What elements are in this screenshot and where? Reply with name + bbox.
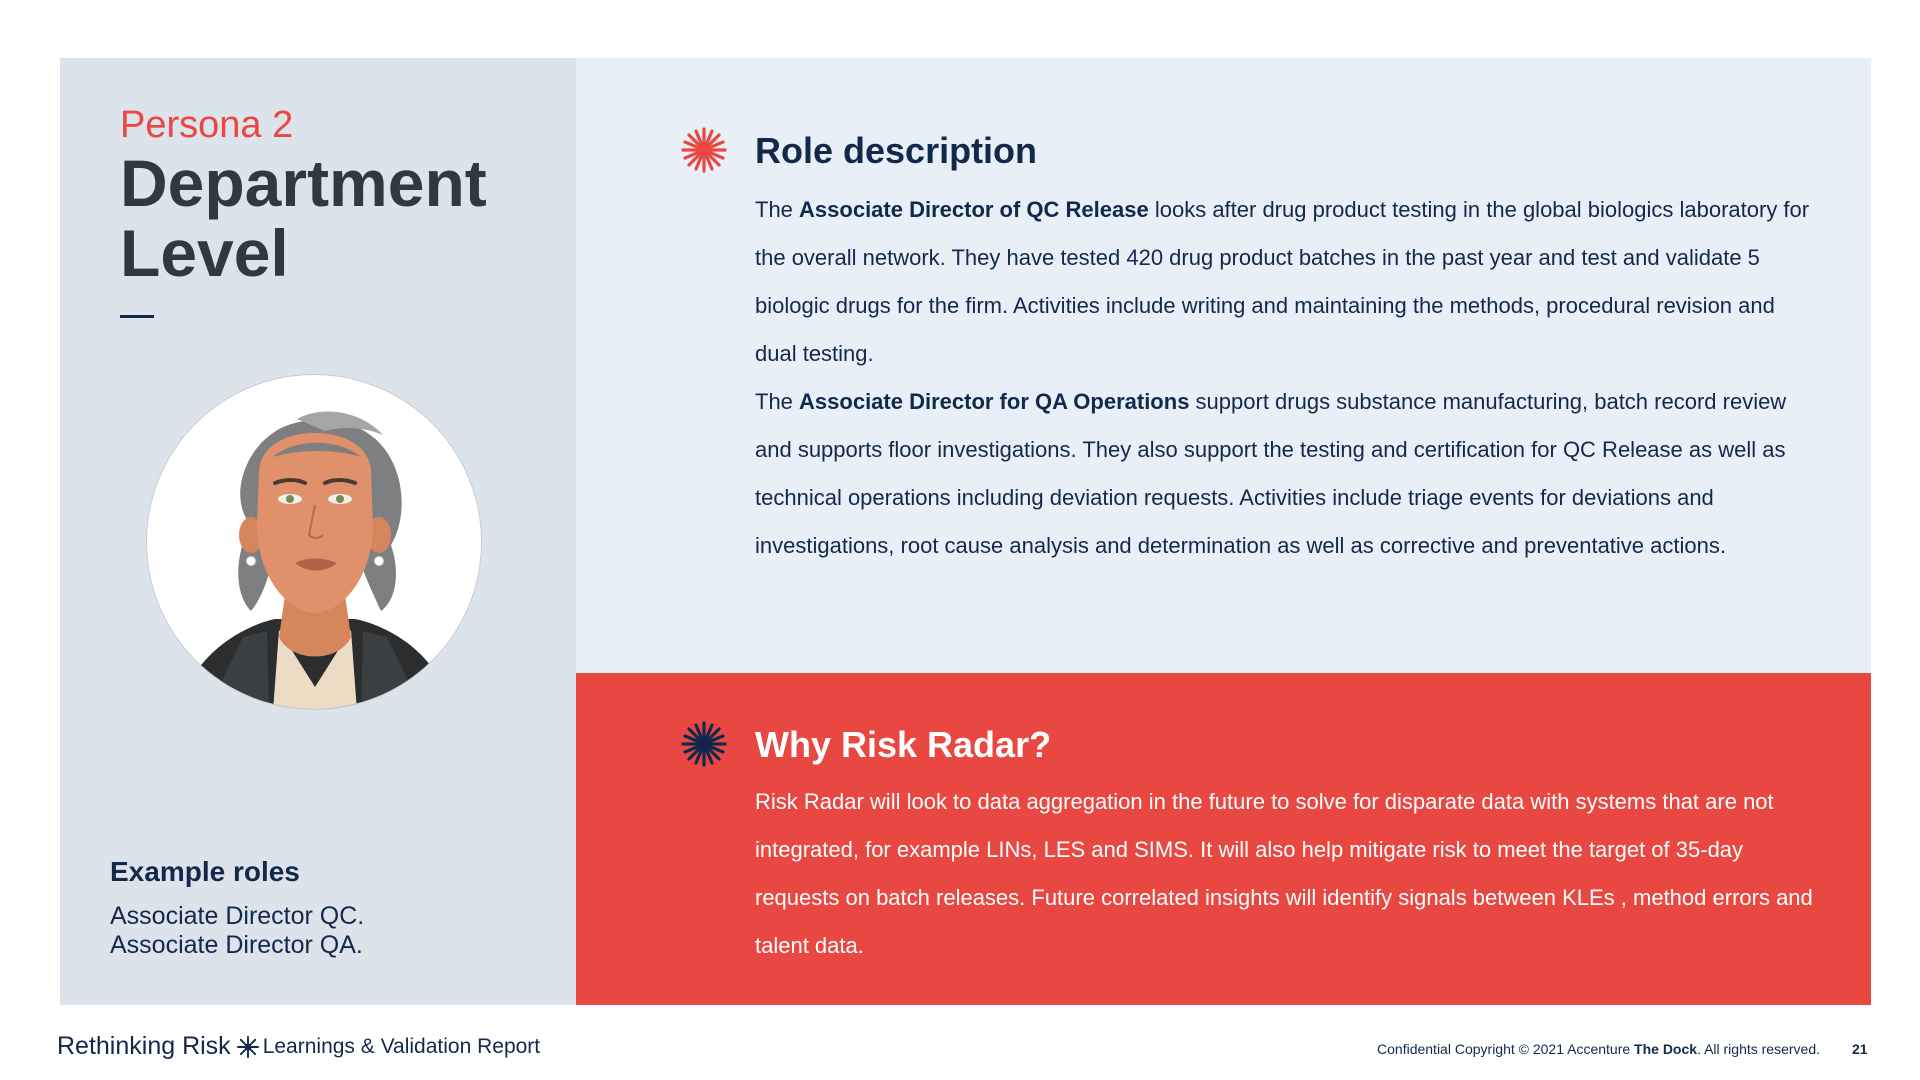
persona-label: Persona 2 xyxy=(120,104,294,146)
copyright-notice: Confidential Copyright © 2021 Accenture The Dock. All rights reserved. xyxy=(1377,1041,1820,1057)
woman-portrait-icon xyxy=(147,375,482,710)
page-title: Department Level xyxy=(120,146,487,290)
page-number: 21 xyxy=(1852,1041,1868,1057)
starburst-icon xyxy=(681,721,727,767)
role-description-text: The Associate Director of QC Release looks after drug product testing in the global biologics laboratory for the overall network. They have tested 420 drug product batches in the past year and test and validate 5 biologic drugs for the firm. Activities include writing and maintaining the methods, procedural revision and dual testing. The Associate Director for QA Operations support drugs substance manufacturing, batch record review and supports floor investigations. They also support the testing and certification for QC Release as well as technical operations including deviation requests. Activities include triage events for deviations and investigations, root cause analysis and determination as well as corrective and preventative actions. xyxy=(755,197,1810,558)
title-divider xyxy=(120,315,154,318)
footer-brand xyxy=(57,1032,540,1061)
example-role-item: Associate Director QC. xyxy=(110,902,365,930)
starburst-icon xyxy=(681,127,727,173)
brand-name: Rethinking Risk xyxy=(57,1032,231,1060)
persona-avatar xyxy=(146,374,482,710)
starburst-icon xyxy=(237,1036,259,1058)
qa-operations-role-name: Associate Director for QA Operations xyxy=(799,389,1190,414)
why-risk-radar-text: Risk Radar will look to data aggregation in the future to solve for disparate data with systems that are not integrated, for example LINs, LES and SIMS. It will also help mitigate risk to meet the target of 35-day requests on batch releases. Future correlated insights will identify signals between KLEs , method errors and talent data. xyxy=(755,789,1813,958)
report-subtitle: Learnings & Validation Report xyxy=(262,1034,541,1058)
role-description-title: Role description xyxy=(755,130,1038,171)
qc-release-role-name: Associate Director of QC Release xyxy=(799,197,1149,222)
example-roles-heading: Example roles xyxy=(110,856,300,887)
example-role-item: Associate Director QA. xyxy=(110,931,363,959)
example-roles-list xyxy=(110,902,364,960)
why-risk-radar-title: Why Risk Radar? xyxy=(755,724,1052,765)
